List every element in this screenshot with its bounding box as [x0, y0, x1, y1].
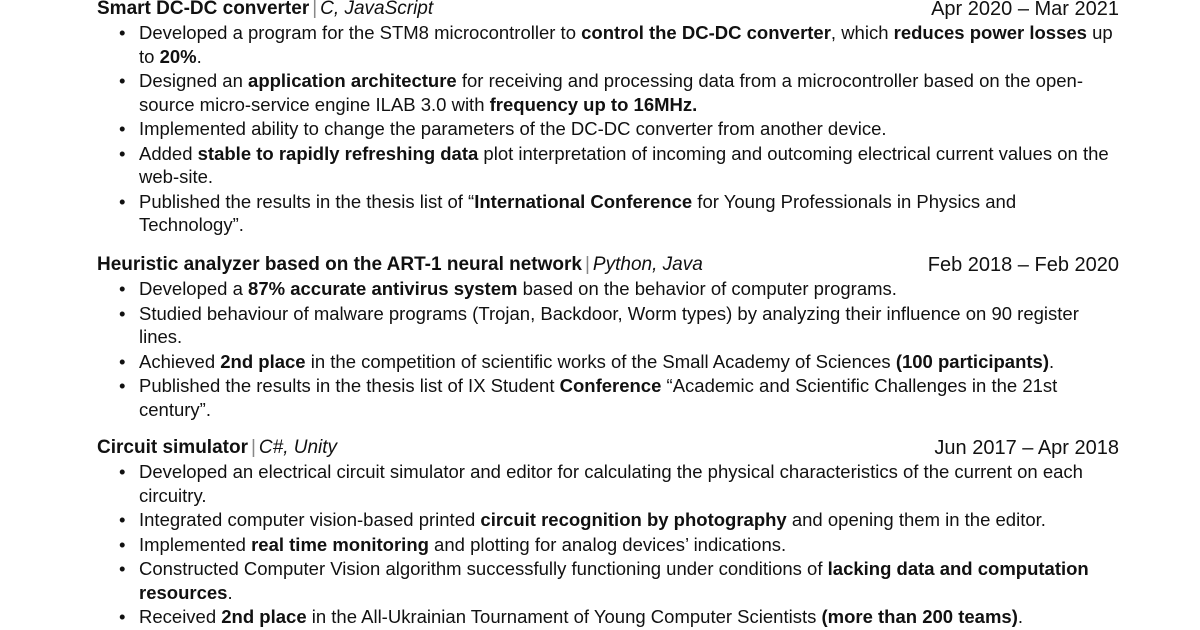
separator: |: [584, 254, 590, 275]
bullet-item: • Implemented real time monitoring and plotting for analog devices’ indications.: [139, 533, 1122, 557]
bullet-list: [97, 21, 1122, 237]
bullet-item: • Published the results in the thesis list of IX Student Conference “Academic and Scientific Challenges in the 21st century”.: [139, 374, 1122, 421]
bullet-item: • Studied behaviour of malware programs (Trojan, Backdoor, Worm types) by analyzing their influence on 90 register lines.: [139, 302, 1122, 349]
project-tech: Python, Java: [592, 254, 703, 275]
project-tech: C#, Unity: [258, 437, 338, 458]
project-header: [97, 436, 1122, 460]
bullet-item: • Published the results in the thesis list of “International Conference for Young Professionals in Physics and Technology”.: [139, 190, 1122, 237]
bullet-item: • Implemented ability to change the parameters of the DC-DC converter from another device.: [139, 117, 1122, 141]
bullet-item: • Received 2nd place in the All-Ukrainian Tournament of Young Computer Scientists (more than 200 teams).: [139, 605, 1122, 629]
project-header: [97, 253, 1122, 277]
bullet-item: • Integrated computer vision-based printed circuit recognition by photography and opening them in the editor.: [139, 508, 1122, 532]
separator: |: [250, 437, 256, 458]
bullet-item: • Developed a program for the STM8 microcontroller to control the DC-DC converter, which reduces power losses up to 20%.: [139, 21, 1122, 68]
project-header: [97, 0, 1122, 21]
project-dates: Feb 2018 – Feb 2020: [927, 254, 1119, 276]
bullet-item: • Developed an electrical circuit simulator and editor for calculating the physical characteristics of the current on each circuitry.: [139, 460, 1122, 507]
project-circuit-simulator: [97, 436, 1122, 630]
bullet-list: [97, 277, 1122, 421]
bullet-list: [97, 460, 1122, 629]
project-title: Circuit simulator: [97, 437, 248, 458]
project-tech: C, JavaScript: [320, 0, 434, 19]
project-title: Heuristic analyzer based on the ART-1 neural network: [97, 254, 582, 275]
bullet-item: • Constructed Computer Vision algorithm successfully functioning under conditions of lacking data and computation resources.: [139, 557, 1122, 604]
project-smart-dcdc: [97, 0, 1122, 238]
bullet-item: • Added stable to rapidly refreshing data plot interpretation of incoming and outcoming electrical current values on the web-site.: [139, 142, 1122, 189]
project-dates: Apr 2020 – Mar 2021: [931, 0, 1119, 20]
bullet-item: • Developed a 87% accurate antivirus system based on the behavior of computer programs.: [139, 277, 1122, 301]
project-title: Smart DC-DC converter: [97, 0, 310, 19]
bullet-item: • Achieved 2nd place in the competition of scientific works of the Small Academy of Sciences (100 participants).: [139, 350, 1122, 374]
separator: |: [312, 0, 318, 19]
project-dates: Jun 2017 – Apr 2018: [934, 437, 1119, 459]
bullet-item: • Designed an application architecture for receiving and processing data from a microcontroller based on the open-source micro-service engine ILAB 3.0 with frequency up to 16MHz.: [139, 69, 1122, 116]
project-heuristic-analyzer: [97, 253, 1122, 422]
